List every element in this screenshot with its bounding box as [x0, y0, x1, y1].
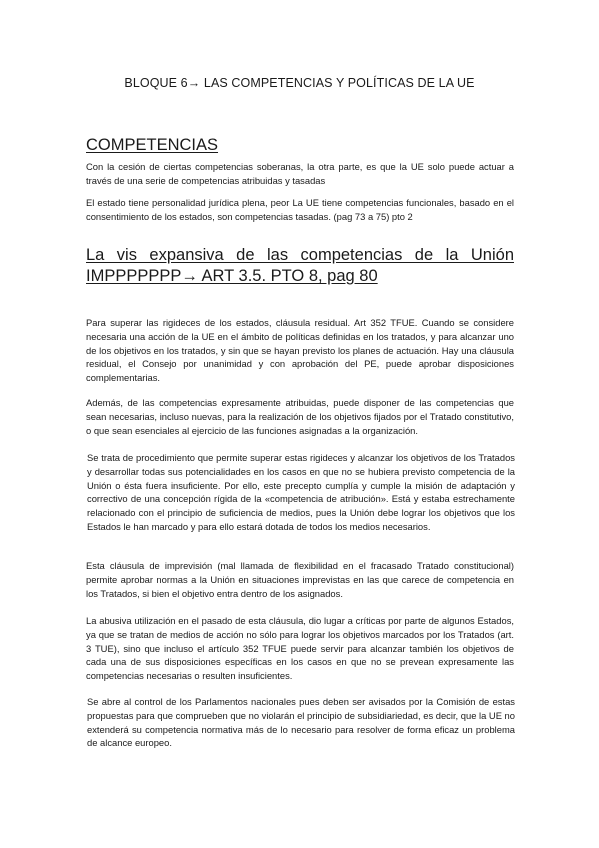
body-paragraph-3: Se trata de procedimiento que permite superar estas rigideces y alcanzar los objetivos de los Tratados y desarrollar todas sus potencialidades en los casos en que no se hubiera previsto competencia de la Unión o ésta fuera insuficiente. Por ello, este precepto cumplía y cumple la misión de adaptación y correctivo de una concepción rígida de la «competencia de atribución». Está y estaba estrechamente relacionado con el principio de suficiencia de medios, pues la Unión debe lograr los objetivos que los Estados le han marcado y para ello estará dotada de todos los medios necesarios.	[87, 452, 515, 532]
body-paragraph-5: La abusiva utilización en el pasado de esta cláusula, dio lugar a críticas por parte de algunos Estados, ya que se tratan de medios de acción no sólo para lograr los objetivos marcados por los Tratados (art. 3 TUE), sino que incluso el artículo 352 TFUE puede servir para alcanzar también los objetivos de cada una de sus disposiciones específicas en los casos en que no se prevean expresamente las competencias necesarias o resulten insuficientes.	[86, 615, 514, 682]
body-paragraph-1: Para superar las rigideces de los estados, cláusula residual. Art 352 TFUE. Cuando se considere necesaria una acción de la UE en el ámbito de políticas definidas en los tratados, y para alcanzar uno de los objetivos en los tratados, y sin que se hayan previsto los planes de actuación. Hay una cláusula residual, el Consejo por unanimidad y con aprobación del PE, puede aprobar disposiciones complementarias.	[86, 317, 514, 384]
body-paragraph-2: Además, de las competencias expresamente atribuidas, puede disponer de las competencias que sean necesarias, incluso nuevas, para la realización de los objetivos fijados por el Tratado constitutivo, o que sean esenciales al ejercicio de las funciones asignadas a la organización.	[86, 397, 514, 436]
section-heading-competencias: COMPETENCIAS	[86, 136, 219, 154]
subheading-vis-expansiva: La vis expansiva de las competencias de la Unión IMPPPPPPP→ ART 3.5. PTO 8, pag 80	[86, 246, 514, 285]
intro-paragraph-1: Con la cesión de ciertas competencias soberanas, la otra parte, es que la UE solo puede actuar a través de una serie de competencias atribuidas y tasadas	[86, 161, 514, 186]
intro-paragraph-2: El estado tiene personalidad jurídica plena, peor La UE tiene competencias funcionales, basado en el consentimiento de los estados, son competencias tasadas. (pag 73 a 75) pto 2	[86, 197, 514, 222]
document-title: BLOQUE 6→ LAS COMPETENCIAS Y POLÍTICAS DE LA UE	[124, 76, 475, 90]
body-paragraph-4: Esta cláusula de imprevisión (mal llamada de flexibilidad en el fracasado Tratado constitucional) permite aprobar normas a la Unión en situaciones imprevistas en las que carece de competencia en los Tratados, si bien el objetivo entra dentro de los asignados.	[86, 560, 514, 599]
body-paragraph-6: Se abre al control de los Parlamentos nacionales pues deben ser avisados por la Comisión de estas propuestas para que comprueben que no violarán el principio de subsidiariedad, es decir, que la UE no extenderá su competencia normativa más de lo necesario para resolver de forma eficaz un problema de alcance europeo.	[87, 696, 515, 749]
